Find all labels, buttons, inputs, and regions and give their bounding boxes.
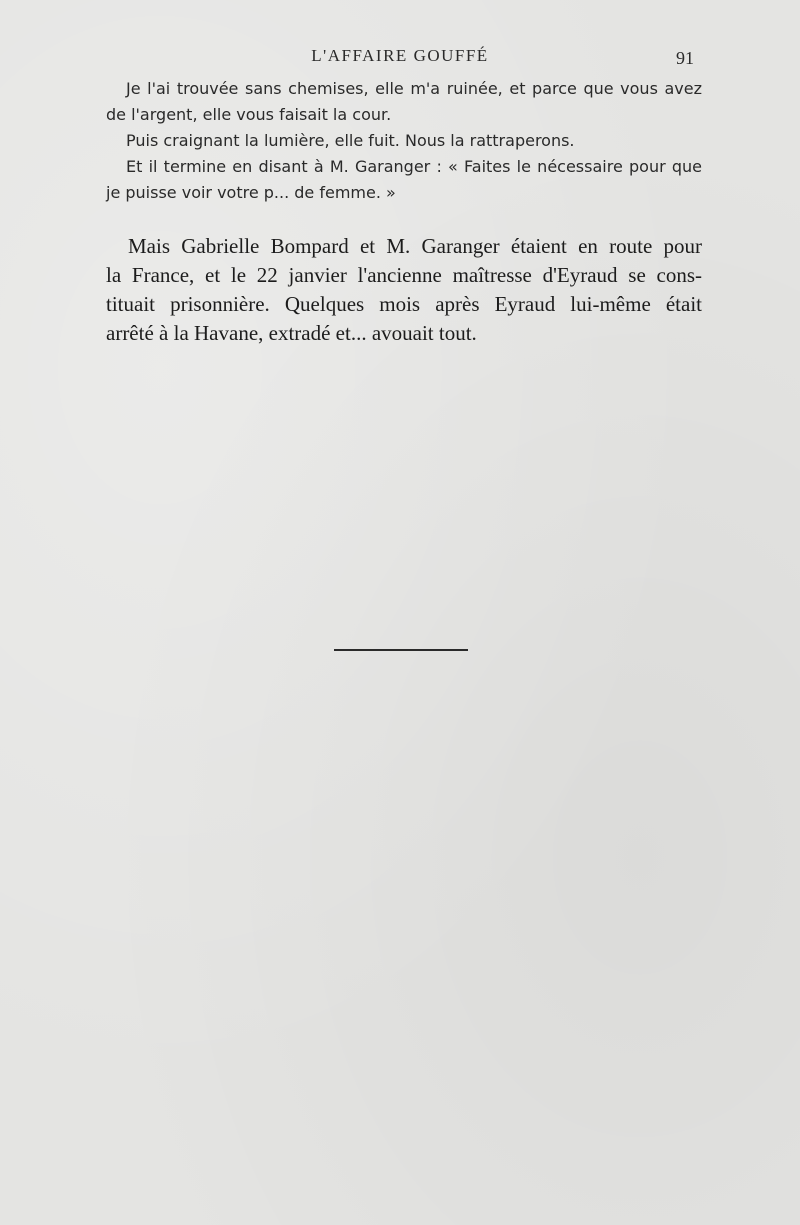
section-end-rule: [334, 649, 468, 651]
quote-line: Je l'ai trouvée sans chemises, elle m'a ruinée, et parce que vous avez: [126, 79, 702, 98]
page-number: 91: [676, 48, 694, 68]
quote-line: de l'argent, elle vous faisait la cour.: [106, 105, 392, 124]
quoted-letter-block: [106, 76, 702, 206]
running-head-title: L'AFFAIRE GOUFFÉ: [311, 46, 489, 65]
running-head: [0, 46, 800, 70]
paragraph-line: tituait prisonnière. Quelques mois après Eyraud lui-même était: [106, 292, 702, 316]
paragraph-line: arrêté à la Havane, extradé et... avouait tout.: [106, 321, 477, 345]
body-paragraph: [106, 232, 702, 348]
paragraph-line: Mais Gabrielle Bompard et M. Garanger étaient en route pour: [128, 234, 702, 258]
quote-line: je puisse voir votre p... de femme. »: [106, 183, 396, 202]
quote-line: Puis craignant la lumière, elle fuit. Nous la rattraperons.: [126, 131, 575, 150]
quote-line: Et il termine en disant à M. Garanger : « Faites le nécessaire pour que: [126, 157, 702, 176]
paragraph-line: la France, et le 22 janvier l'ancienne maîtresse d'Eyraud se cons-: [106, 263, 702, 287]
